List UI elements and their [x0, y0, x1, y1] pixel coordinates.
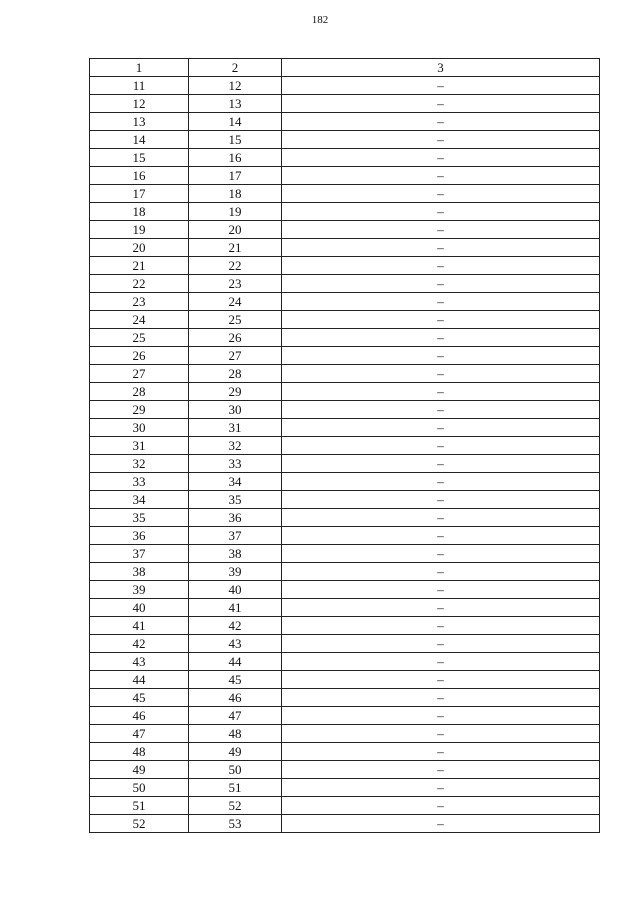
- table-cell: 27: [189, 347, 282, 365]
- table-cell: 27: [90, 365, 189, 383]
- table-cell: 16: [189, 149, 282, 167]
- table-cell: 52: [189, 797, 282, 815]
- table-cell: 21: [90, 257, 189, 275]
- table-cell: –: [282, 365, 600, 383]
- table-cell: 48: [90, 743, 189, 761]
- table-cell: 44: [90, 671, 189, 689]
- table-row: [90, 185, 600, 203]
- table-cell: –: [282, 77, 600, 95]
- table-row: [90, 77, 600, 95]
- table-cell: 18: [90, 203, 189, 221]
- table-cell: –: [282, 329, 600, 347]
- table-row: [90, 149, 600, 167]
- table-row: [90, 797, 600, 815]
- table-row: [90, 545, 600, 563]
- table-cell: –: [282, 239, 600, 257]
- table-cell: 45: [90, 689, 189, 707]
- table-cell: –: [282, 419, 600, 437]
- table-row: [90, 815, 600, 833]
- table-cell: 34: [189, 473, 282, 491]
- table-cell: 11: [90, 77, 189, 95]
- table-cell: –: [282, 203, 600, 221]
- table-cell: 45: [189, 671, 282, 689]
- table-row: [90, 113, 600, 131]
- table-cell: 16: [90, 167, 189, 185]
- table-cell: –: [282, 221, 600, 239]
- table-cell: –: [282, 401, 600, 419]
- table-cell: –: [282, 95, 600, 113]
- table-cell: 25: [90, 329, 189, 347]
- table-row: [90, 437, 600, 455]
- table-cell: –: [282, 473, 600, 491]
- table-cell: 17: [90, 185, 189, 203]
- column-header-2: 2: [189, 59, 282, 77]
- table-row: [90, 203, 600, 221]
- table-row: [90, 365, 600, 383]
- table-cell: –: [282, 383, 600, 401]
- table-row: [90, 491, 600, 509]
- table-cell: 42: [90, 635, 189, 653]
- table-cell: 31: [90, 437, 189, 455]
- table-header-row: [90, 59, 600, 77]
- table-cell: 49: [90, 761, 189, 779]
- table-cell: 50: [90, 779, 189, 797]
- table-cell: 21: [189, 239, 282, 257]
- table-cell: –: [282, 797, 600, 815]
- table-cell: –: [282, 113, 600, 131]
- table-row: [90, 725, 600, 743]
- table-cell: 13: [90, 113, 189, 131]
- table-cell: 13: [189, 95, 282, 113]
- table-cell: 41: [189, 599, 282, 617]
- page-number: 182: [311, 14, 329, 26]
- table-row: [90, 383, 600, 401]
- table-cell: 51: [90, 797, 189, 815]
- table-cell: –: [282, 779, 600, 797]
- table-cell: 33: [189, 455, 282, 473]
- table-cell: 53: [189, 815, 282, 833]
- table-cell: –: [282, 635, 600, 653]
- table-row: [90, 401, 600, 419]
- table-cell: 15: [189, 131, 282, 149]
- table-cell: –: [282, 671, 600, 689]
- table-cell: 20: [189, 221, 282, 239]
- table-row: [90, 95, 600, 113]
- table-row: [90, 527, 600, 545]
- table-row: [90, 167, 600, 185]
- table-cell: 44: [189, 653, 282, 671]
- table-cell: 39: [90, 581, 189, 599]
- table-cell: 26: [90, 347, 189, 365]
- table-cell: 14: [189, 113, 282, 131]
- table-cell: –: [282, 545, 600, 563]
- table-cell: –: [282, 815, 600, 833]
- table-cell: 22: [189, 257, 282, 275]
- table-cell: 36: [189, 509, 282, 527]
- table-cell: –: [282, 437, 600, 455]
- table-cell: 40: [90, 599, 189, 617]
- table-cell: 28: [90, 383, 189, 401]
- table-cell: 35: [189, 491, 282, 509]
- table-cell: 36: [90, 527, 189, 545]
- table-cell: 43: [90, 653, 189, 671]
- table-row: [90, 419, 600, 437]
- table-cell: –: [282, 653, 600, 671]
- table-cell: –: [282, 491, 600, 509]
- table-cell: –: [282, 311, 600, 329]
- table-cell: –: [282, 275, 600, 293]
- table-cell: 34: [90, 491, 189, 509]
- table-row: [90, 743, 600, 761]
- table-row: [90, 455, 600, 473]
- table-row: [90, 635, 600, 653]
- table-cell: –: [282, 761, 600, 779]
- table-cell: 24: [90, 311, 189, 329]
- table-row: [90, 509, 600, 527]
- table-cell: 37: [90, 545, 189, 563]
- table-row: [90, 131, 600, 149]
- table-cell: –: [282, 743, 600, 761]
- table-cell: –: [282, 527, 600, 545]
- table-cell: 19: [189, 203, 282, 221]
- table-cell: 30: [90, 419, 189, 437]
- table-cell: –: [282, 617, 600, 635]
- table-cell: –: [282, 257, 600, 275]
- table-cell: –: [282, 509, 600, 527]
- table-cell: 47: [189, 707, 282, 725]
- table-cell: 38: [90, 563, 189, 581]
- table-row: [90, 239, 600, 257]
- table-cell: 35: [90, 509, 189, 527]
- table-cell: 14: [90, 131, 189, 149]
- table-cell: 40: [189, 581, 282, 599]
- table-row: [90, 311, 600, 329]
- table-cell: 17: [189, 167, 282, 185]
- table-cell: 24: [189, 293, 282, 311]
- table-body: [90, 59, 600, 833]
- table-cell: 48: [189, 725, 282, 743]
- table-cell: 22: [90, 275, 189, 293]
- table-cell: 31: [189, 419, 282, 437]
- table-cell: 33: [90, 473, 189, 491]
- table-cell: –: [282, 581, 600, 599]
- table-row: [90, 707, 600, 725]
- table-cell: 18: [189, 185, 282, 203]
- table-row: [90, 329, 600, 347]
- table-cell: –: [282, 455, 600, 473]
- table-cell: 25: [189, 311, 282, 329]
- table-row: [90, 581, 600, 599]
- table-cell: 46: [189, 689, 282, 707]
- table-cell: 29: [189, 383, 282, 401]
- table-cell: 50: [189, 761, 282, 779]
- table-cell: 51: [189, 779, 282, 797]
- table-cell: –: [282, 707, 600, 725]
- table-cell: 28: [189, 365, 282, 383]
- table-row: [90, 293, 600, 311]
- table-row: [90, 347, 600, 365]
- table-row: [90, 221, 600, 239]
- table-row: [90, 275, 600, 293]
- table-cell: 46: [90, 707, 189, 725]
- table-cell: –: [282, 725, 600, 743]
- table-row: [90, 761, 600, 779]
- data-table: [89, 58, 600, 833]
- table-cell: 30: [189, 401, 282, 419]
- table-cell: 12: [189, 77, 282, 95]
- table-row: [90, 689, 600, 707]
- table-row: [90, 599, 600, 617]
- table-cell: 23: [189, 275, 282, 293]
- table-cell: 19: [90, 221, 189, 239]
- table-row: [90, 473, 600, 491]
- table-row: [90, 617, 600, 635]
- table-cell: 38: [189, 545, 282, 563]
- table-cell: –: [282, 689, 600, 707]
- table-cell: 42: [189, 617, 282, 635]
- table-cell: 37: [189, 527, 282, 545]
- table-cell: 39: [189, 563, 282, 581]
- table-cell: –: [282, 185, 600, 203]
- table-cell: –: [282, 149, 600, 167]
- table-cell: 32: [90, 455, 189, 473]
- table-cell: 12: [90, 95, 189, 113]
- table-row: [90, 653, 600, 671]
- table-cell: –: [282, 167, 600, 185]
- table-cell: –: [282, 131, 600, 149]
- table-cell: 52: [90, 815, 189, 833]
- table-cell: 23: [90, 293, 189, 311]
- table-cell: 32: [189, 437, 282, 455]
- table-cell: 49: [189, 743, 282, 761]
- table-cell: 43: [189, 635, 282, 653]
- column-header-1: 1: [90, 59, 189, 77]
- table-row: [90, 779, 600, 797]
- table-row: [90, 563, 600, 581]
- table-cell: –: [282, 347, 600, 365]
- table-cell: 26: [189, 329, 282, 347]
- table-cell: –: [282, 293, 600, 311]
- table-cell: 15: [90, 149, 189, 167]
- table-cell: 41: [90, 617, 189, 635]
- table-row: [90, 257, 600, 275]
- table-cell: –: [282, 563, 600, 581]
- table-cell: 20: [90, 239, 189, 257]
- table-cell: 29: [90, 401, 189, 419]
- column-header-3: 3: [282, 59, 600, 77]
- table-cell: 47: [90, 725, 189, 743]
- table-cell: –: [282, 599, 600, 617]
- table-row: [90, 671, 600, 689]
